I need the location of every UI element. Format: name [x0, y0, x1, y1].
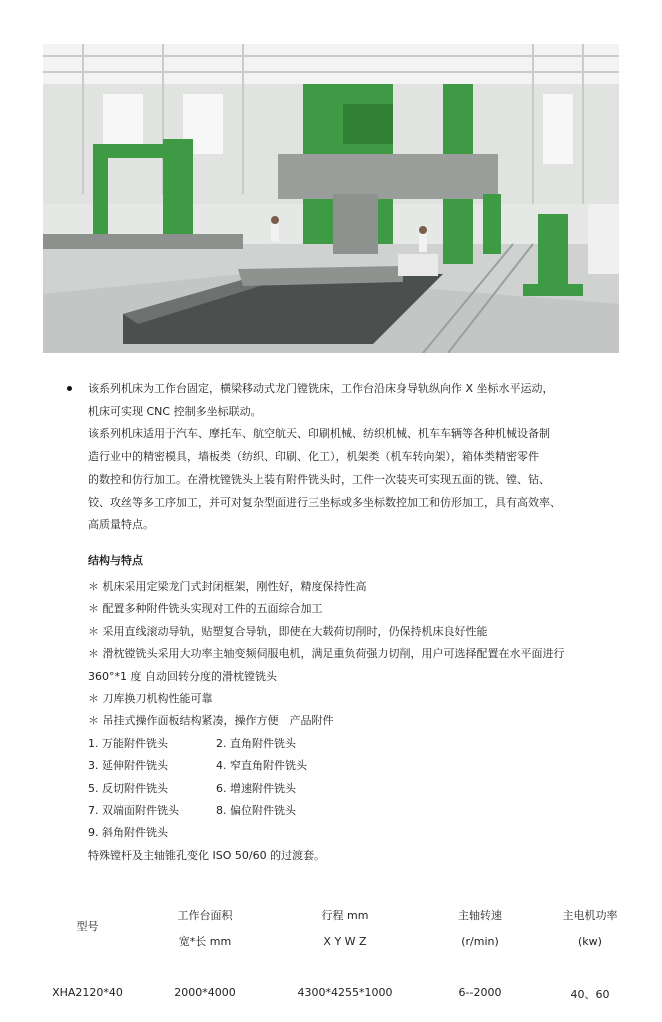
intro-line: 该系列机床为工作台固定，横梁移动式龙门镗铣床，工作台沿床身导轨纵向作 X 坐标水平运动，: [88, 382, 554, 395]
accessory-item: 3. 延伸附件铣头: [88, 759, 168, 773]
intro-line: 造行业中的精密模具，墙板类（纺织、印刷、化工），机架类（机车转向架），箱体类精密零件: [88, 450, 539, 464]
cell-table-size: 2000*4000: [174, 986, 236, 999]
accessory-row: [88, 822, 628, 844]
intro-text: [88, 378, 628, 537]
accessory-item: 5. 反切附件铣头: [88, 781, 168, 795]
header-table-size-unit: 宽*长 mm: [178, 935, 232, 948]
table-row: [50, 986, 650, 1002]
bullet-dot: [67, 386, 72, 391]
accessory-row: [88, 755, 628, 777]
header-model: 型号: [76, 920, 99, 933]
feature-item: ＊ 刀库换刀机构性能可靠: [88, 692, 213, 706]
accessory-item: 7. 双端面附件铣头: [88, 804, 179, 818]
header-power: 主电机功率: [562, 909, 618, 922]
cell-model: XHA2120*40: [52, 986, 123, 999]
header-table-size: 工作台面积: [177, 909, 233, 922]
feature-item: ＊ 采用直线滚动导轨，贴塑复合导轨，即使在大载荷切削时，仍保持机床良好性能: [88, 624, 488, 638]
machine-photo: [43, 44, 619, 353]
feature-item: ＊ 配置多种附件铣头实现对工件的五面综合加工: [88, 602, 323, 616]
cell-travel: 4300*4255*1000: [297, 986, 393, 999]
intro-line: 该系列机床适用于汽车、摩托车、航空航天、印刷机械、纺织机械、机车车辆等各种机械设备制: [88, 427, 550, 441]
feature-item: ＊ 滑枕镗铣头采用大功率主轴变频伺服电机，满足重负荷强力切削，用户可选择配置在水平面进行: [88, 647, 565, 661]
machine-illustration: [43, 44, 619, 353]
accessory-item: 6. 增速附件铣头: [216, 781, 296, 795]
footer-note: 特殊镗杆及主轴锥孔变化 ISO 50/60 的过渡套。: [88, 848, 326, 862]
header-speed: 主轴转速: [458, 909, 502, 922]
cell-power: 40、60: [570, 988, 610, 1001]
feature-item: 360°*1 度 自动回转分度的滑枕镗铣头: [88, 669, 277, 683]
accessory-row: [88, 800, 628, 822]
accessory-row: [88, 733, 628, 755]
header-power-unit: (kw): [578, 935, 602, 948]
intro-line: 铰、攻丝等多工序加工，并可对复杂型面进行三坐标或多坐标数控加工和仿形加工，具有高效率、: [88, 495, 561, 509]
accessory-item: 2. 直角附件铣头: [216, 736, 296, 750]
header-travel-axes: X Y W Z: [323, 935, 367, 948]
accessory-item: 8. 偏位附件铣头: [216, 804, 296, 818]
feature-item: ＊ 吊挂式操作面板结构紧凑，操作方便 产品附件: [88, 714, 334, 728]
features-title: 结构与特点: [88, 554, 143, 567]
intro-line: 高质量特点。: [88, 518, 154, 532]
cell-speed: 6--2000: [458, 986, 502, 999]
accessory-item: 4. 窄直角附件铣头: [216, 759, 307, 773]
header-travel: 行程 mm: [321, 909, 369, 922]
header-speed-unit: (r/min): [461, 935, 499, 948]
features-list: [88, 576, 628, 867]
intro-line: 的数控和仿行加工。在滑枕镗铣头上装有附件铣头时，工件一次装夹可实现五面的铣、镗、钻、: [88, 472, 550, 486]
accessory-item: 9. 斜角附件铣头: [88, 826, 168, 840]
intro-line: 机床可实现 CNC 控制多坐标联动。: [88, 404, 262, 418]
accessory-row: [88, 778, 628, 800]
feature-item: ＊ 机床采用定梁龙门式封闭框架，刚性好，精度保持性高: [88, 580, 367, 593]
accessory-item: 1. 万能附件铣头: [88, 736, 168, 750]
